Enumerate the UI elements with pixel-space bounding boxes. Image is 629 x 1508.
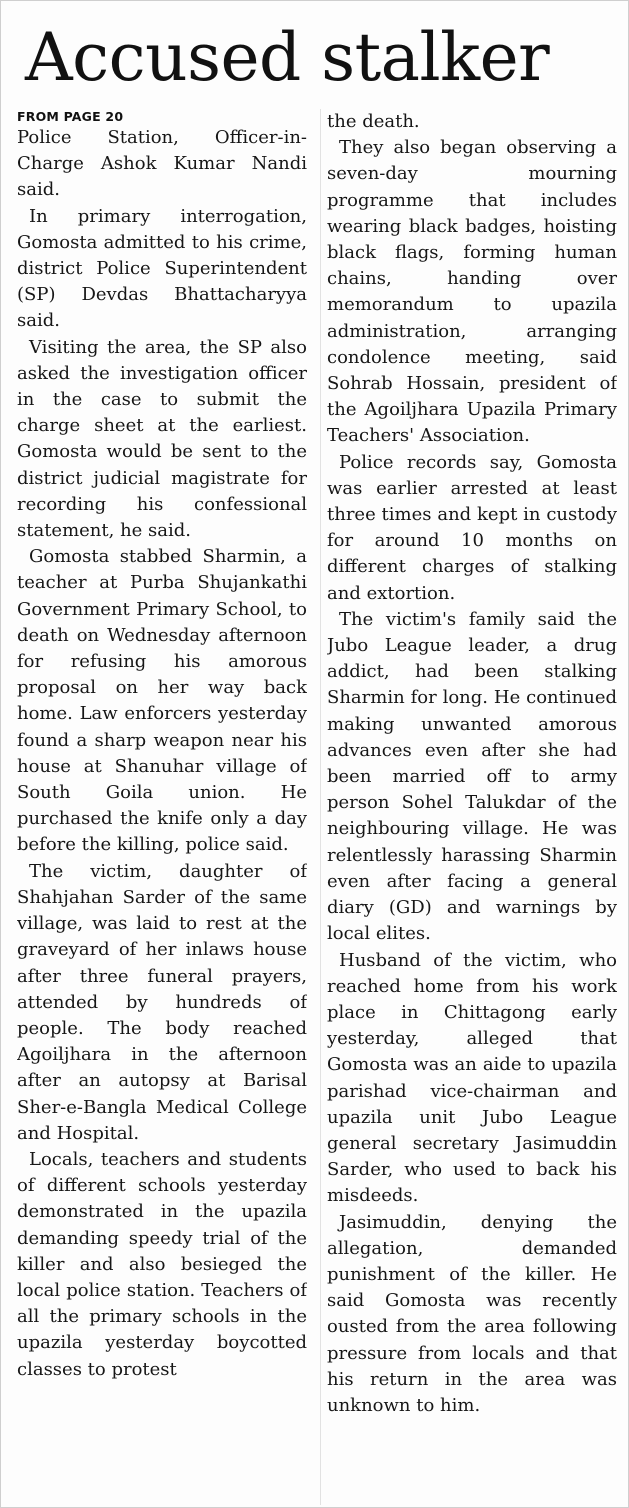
paragraph: Gomosta stabbed Sharmin, a teacher at Purba Shujankathi Government Primary School, to death on Wednesday afternoon for refusing his amorous proposal on her way back home. Law enforcers yesterday found a sharp weapon near his house at Shanuhar village of South Goila union. He purchased the knife only a day before the killing, police said. — [17, 546, 307, 856]
column-left — [17, 109, 307, 1505]
paragraph: In primary interrogation, Gomosta admitted to his crime, district Police Superintendent (SP) Devdas Bhattacharyya said. — [17, 205, 307, 332]
paragraph: Locals, teachers and students of different schools yesterday demonstrated in the upazila demanding speedy trial of the killer and also besieged the local police station. Teachers of all the primary schools in the upazila yesterday boycotted classes to protest — [17, 1148, 307, 1380]
paragraph: Police Station, Officer-in-Charge Ashok Kumar Nandi said. — [17, 127, 307, 201]
article-body — [17, 109, 617, 1505]
paragraph: The victim, daughter of Shahjahan Sarder of the same village, was laid to rest at the graveyard of her inlaws house after three funeral prayers, attended by hundreds of people. The body reached Agoiljhara in the afternoon after an autopsy at Barisal Sher-e-Bangla Medical College and Hospital. — [17, 860, 307, 1144]
continued-from-label: FROM PAGE 20 — [17, 109, 124, 124]
column-right — [327, 109, 617, 1505]
paragraph: the death. — [327, 111, 420, 132]
paragraph: Visiting the area, the SP also asked the investigation officer in the case to submit the charge sheet at the earliest. Gomosta would be sent to the district judicial magistrate for recording his confessional statement, he said. — [17, 336, 307, 542]
paragraph: Jasimuddin, denying the allegation, demanded punishment of the killer. He said Gomosta was recently ousted from the area following pressure from locals and that his return in the area was unknown to him. — [327, 1211, 617, 1416]
paragraph: Police records say, Gomosta was earlier arrested at least three times and kept in custody for around 10 months on different charges of stalking and extortion. — [327, 451, 617, 604]
paragraph: They also began observing a seven-day mourning programme that includes wearing black badges, hoisting black flags, forming human chains, handing over memorandum to upazila administration, arranging condolence meeting, said Sohrab Hossain, president of the Agoiljhara Upazila Primary Teachers' Association. — [327, 137, 617, 447]
article-headline: Accused stalker — [25, 19, 550, 96]
paragraph: The victim's family said the Jubo League leader, a drug addict, had been stalking Sharmin for long. He continued making unwanted amorous advances even after she had been married off to army person Sohel Talukdar of the neighbouring village. He was relentlessly harassing Sharmin even after facing a general diary (GD) and warnings by local elites. — [327, 608, 617, 945]
paragraph: Husband of the victim, who reached home from his work place in Chittagong early yesterday, alleged that Gomosta was an aide to upazila parishad vice-chairman and upazila unit Jubo League general secretary Jasimuddin Sarder, who used to back his misdeeds. — [327, 949, 617, 1207]
